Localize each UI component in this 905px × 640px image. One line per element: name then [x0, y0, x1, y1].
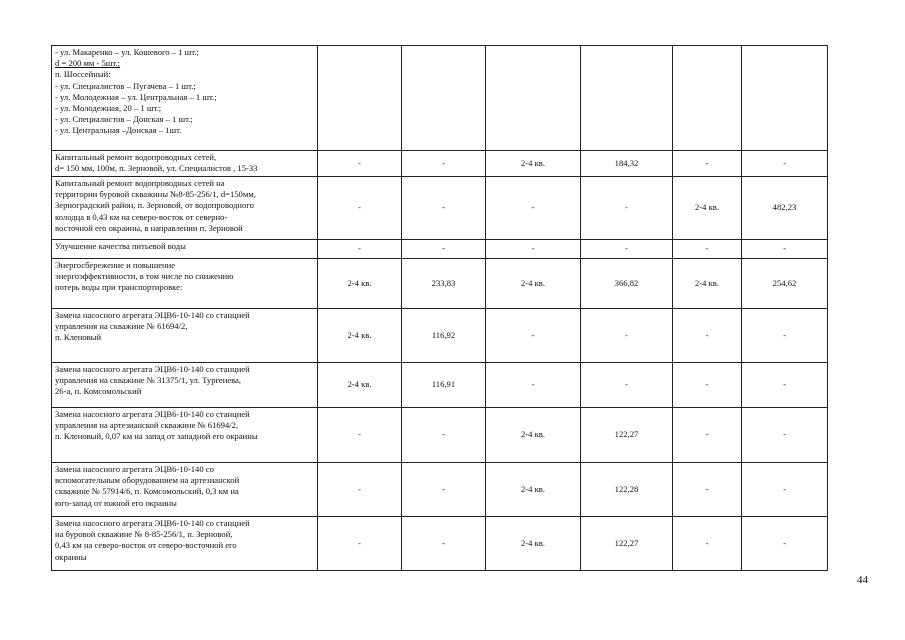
table-row — [52, 408, 828, 463]
value-cell: 2-4 кв. — [318, 363, 402, 408]
value-cell: - — [402, 463, 486, 517]
value-cell: - — [581, 309, 673, 363]
description-line: Замена насосного агрегата ЭЦВ6-10-140 со станцией — [55, 310, 250, 320]
description-line: 0,43 км на северо-восток от северо-восточной его — [55, 540, 237, 551]
value-cell: - — [318, 517, 402, 571]
description-line: Зерноградский район, п. Зерновой, от водопроводного — [55, 200, 254, 211]
value-cell: - — [673, 517, 742, 571]
description-line: Улучшение качества питьевой воды — [55, 241, 186, 251]
description-line: юго-запад от южной его окраины — [55, 497, 177, 508]
description-line: территории буровой скважины №8-85-256/1, d=150мм, — [55, 189, 256, 200]
value-cell: - — [673, 240, 742, 259]
table-row — [52, 363, 828, 408]
measure-description — [52, 408, 318, 463]
value-cell — [581, 46, 673, 151]
value-cell: 2-4 кв. — [486, 517, 581, 571]
value-cell: - — [486, 309, 581, 363]
value-cell: 482,23 — [742, 177, 828, 240]
value-cell: - — [402, 517, 486, 571]
value-cell: 2-4 кв. — [318, 259, 402, 309]
table-row — [52, 46, 828, 151]
table-row — [52, 309, 828, 363]
value-cell: - — [581, 240, 673, 259]
table-row — [52, 151, 828, 177]
description-line: - ул. Центральная –Донская – 1шт. — [55, 125, 182, 136]
description-line: управления на артезианской скважине № 61694/2, — [55, 420, 239, 431]
value-cell: 116,91 — [402, 363, 486, 408]
value-cell: - — [742, 517, 828, 571]
table-row — [52, 517, 828, 571]
description-line: потерь воды при транспортировке: — [55, 282, 183, 293]
description-line: Замена насосного агрегата ЭЦВ6-10-140 со станцией — [55, 409, 250, 419]
table-row — [52, 463, 828, 517]
value-cell: - — [742, 240, 828, 259]
description-line: d= 150 мм, 100м, п. Зерновой, ул. Специалистов , 15-33 — [55, 163, 258, 174]
value-cell: - — [402, 408, 486, 463]
description-line: энергоэффективности, в том числе по снижению — [55, 271, 234, 282]
description-line: d = 200 мм - 5шт.; — [55, 58, 121, 69]
value-cell: 184,32 — [581, 151, 673, 177]
measure-description — [52, 517, 318, 571]
value-cell: - — [486, 177, 581, 240]
description-line: на буровой скважине № 8-85-256/1, п. Зерновой, — [55, 529, 233, 540]
value-cell: - — [581, 177, 673, 240]
value-cell: 2-4 кв. — [318, 309, 402, 363]
description-line: Капитальный ремонт водопроводных сетей, — [55, 152, 217, 162]
description-line: Замена насосного агрегата ЭЦВ6-10-140 со станцией — [55, 518, 250, 528]
description-line: управления на скважине № 31375/1, ул. Тургенева, — [55, 375, 242, 386]
value-cell: - — [742, 363, 828, 408]
description-line: - ул. Молодежная – ул. Центральная – 1 шт.; — [55, 91, 217, 102]
value-cell: 2-4 кв. — [673, 259, 742, 309]
value-cell: - — [673, 309, 742, 363]
value-cell — [402, 46, 486, 151]
description-line: - ул. Специалистов – Донская – 1 шт.; — [55, 114, 193, 125]
value-cell: - — [318, 408, 402, 463]
value-cell: 2-4 кв. — [486, 463, 581, 517]
description-line: колодца в 0,43 км на северо-восток от северно- — [55, 211, 228, 222]
value-cell: - — [742, 463, 828, 517]
value-cell: - — [318, 240, 402, 259]
measure-description — [52, 309, 318, 363]
measure-description — [52, 46, 318, 151]
value-cell: 2-4 кв. — [486, 408, 581, 463]
value-cell: - — [402, 177, 486, 240]
value-cell: 122,28 — [581, 463, 673, 517]
value-cell: - — [742, 309, 828, 363]
description-line: п. Шоссейный: — [55, 69, 111, 80]
value-cell: - — [486, 240, 581, 259]
value-cell: 122,27 — [581, 408, 673, 463]
investment-program-table — [51, 45, 828, 571]
measure-description — [52, 177, 318, 240]
table-row — [52, 240, 828, 259]
value-cell: - — [402, 240, 486, 259]
table-body — [52, 46, 828, 571]
value-cell: 116,92 — [402, 309, 486, 363]
description-line: вспомогательным оборудованием на артезианской — [55, 475, 240, 486]
measure-description — [52, 151, 318, 177]
description-line: управления на скважине № 61694/2, — [55, 321, 188, 332]
measure-description — [52, 463, 318, 517]
description-line: Замена насосного агрегата ЭЦВ6-10-140 со станцией — [55, 364, 250, 374]
measure-description — [52, 259, 318, 309]
value-cell: - — [673, 151, 742, 177]
value-cell: - — [673, 463, 742, 517]
value-cell — [318, 46, 402, 151]
value-cell: 2-4 кв. — [486, 259, 581, 309]
description-line: - ул. Макаренко – ул. Кошевого – 1 шт.; — [55, 47, 199, 57]
table-row — [52, 259, 828, 309]
value-cell — [673, 46, 742, 151]
description-line: Замена насосного агрегата ЭЦВ6-10-140 со — [55, 464, 214, 474]
value-cell: - — [581, 363, 673, 408]
value-cell: 2-4 кв. — [486, 151, 581, 177]
description-line: - ул. Специалистов – Пугачева – 1 шт.; — [55, 80, 196, 91]
value-cell: - — [742, 151, 828, 177]
description-line: Энергосбережение и повышение — [55, 260, 176, 270]
value-cell — [486, 46, 581, 151]
description-line: восточной его окраины, в направлении п. Зерновой — [55, 222, 243, 233]
value-cell: - — [318, 177, 402, 240]
value-cell: - — [673, 363, 742, 408]
measure-description — [52, 363, 318, 408]
value-cell: - — [318, 463, 402, 517]
value-cell: - — [318, 151, 402, 177]
description-line: п. Кленовый, 0,07 км на запад от западной его окраины — [55, 431, 258, 442]
page-number: 44 — [857, 574, 868, 586]
description-line: - ул. Молодежная, 20 – 1 шт.; — [55, 103, 162, 114]
description-line: скважине № 57914/6, п. Комсомольский, 0,3 км на — [55, 486, 239, 497]
value-cell: - — [742, 408, 828, 463]
value-cell: - — [402, 151, 486, 177]
description-line: п. Кленовый — [55, 332, 102, 343]
table-row — [52, 177, 828, 240]
description-line: Капитальный ремонт водопроводных сетей на — [55, 178, 225, 188]
value-cell: - — [486, 363, 581, 408]
description-line: 26-а, п. Комсомольский — [55, 386, 142, 397]
value-cell: 233,83 — [402, 259, 486, 309]
value-cell: 122,27 — [581, 517, 673, 571]
value-cell — [742, 46, 828, 151]
measure-description — [52, 240, 318, 259]
value-cell: 254,62 — [742, 259, 828, 309]
value-cell: 2-4 кв. — [673, 177, 742, 240]
description-line: окраины — [55, 551, 87, 562]
value-cell: - — [673, 408, 742, 463]
value-cell: 366,82 — [581, 259, 673, 309]
